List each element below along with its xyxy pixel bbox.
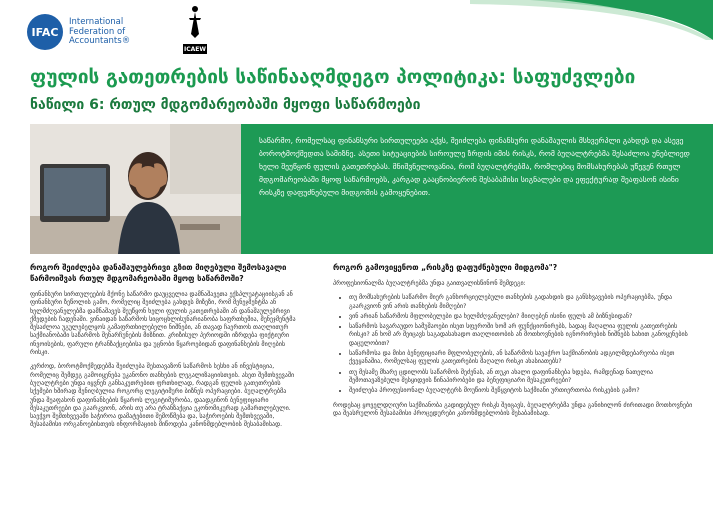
right-bullet-list bbox=[333, 294, 698, 395]
right-intro: პროფესიონალმა ბუღალტრებმა უნდა გაითვალისწინონ შემდეგი: bbox=[333, 280, 526, 287]
left-paragraph-1: ფინანსური სირთულეების მქონე საწარმო დაუცველია დამნაშავეთა ექსპლუატაციისგან ან ფინანსური ზეწოლის გამო, რომელიც შეიძლება გახდეს მიზეზი, რომ მენეჯმენტმა ან ხელმძღვანელებმა დამნაშავეს შეუწყონ ხელი ფულის გათეთრებაში ან დანაშაულებრივი ქმედების ჩადენაში. ვინაიდან საწარმოს სიცოცხლისუნარიანობა საფრთხეშია, მენეჯმენტმა შესაძლოა უგულებელყოს გამაფრთხილებელი ნიშნები, ან თავად ჩაერთოს თაღლითურ საქმიანობაში საწარმოს შენარჩუნების მიზნით. კრიზისულ პერიოდში იზრდება ფიქტიური ინვოისების, ფარული ტრანზაქციებისა და უცნობი წყაროებიდან დაფინანსების მიღების რისკი. bbox=[30, 291, 296, 357]
icaew-crest-icon bbox=[186, 4, 204, 40]
page-subtitle: ნაწილი 6: რთულ მდგომარეობაში მყოფი საწარმოები bbox=[30, 97, 421, 113]
page-header bbox=[0, 0, 713, 62]
list-item: • ვინ არიან საწარმოს მფლობელები და ხელმძღვანელები? მიიღებენ ისინი ფულს ამ ბიზნესიდან? bbox=[349, 313, 698, 321]
stressed-person-illustration bbox=[30, 124, 241, 254]
icaew-logo bbox=[183, 4, 207, 56]
ifac-logo bbox=[27, 14, 135, 50]
right-heading: როგორ გამოვიყენოთ „რისკზე დაფუძნებული მიდგომა"? bbox=[333, 263, 558, 272]
list-item: • თუ მომსახურების საწარმო მიერ განხორციელებული თანხების გადახდის და განსხვავების ოპერაციებმა, უნდა გაარკვიონ ვინ არის თანხების მიმღები? bbox=[349, 294, 698, 311]
list-item: • საწარმოს სავარაუდო სამუშაოები ისეთ სფეროში ხომ არ ფუნქციონირებს, სადაც მაღალია ფულის გათეთრების რისკი? ან ხომ არ შეიცავს საგადასახადო თაღლითობის ან მოთხოვნების იგნორირების ნიშნებს სახით განოყენების დაცულობით? bbox=[349, 323, 698, 348]
decorative-swoosh bbox=[470, 0, 713, 40]
left-heading: როგორ შეიძლება დანაშაულებრივი გზით მიღებული შემოსავალი წარმოიშვას რთულ მდგომარეობაში მყოფ საწარმოში? bbox=[30, 263, 287, 283]
list-item: • თუ მესამე მხარე ცდილობს საწარმოს შეძენას, ან თუკი ახალი დაფინანსება ხდება, რამდენად ნათელია შემოთავაზებული შესყიდვის წინაპირობები და ბენეფიციარი მესაკუთრეები? bbox=[349, 369, 698, 386]
hero-intro-text: საწარმო, რომელსაც ფინანსური სირთულეები აქვს, შეიძლება ფინანსური დანაშაულის მსხვერპლი გახდეს და ასევე ბოროტმოქმედთა სამიზნე. ასეთი სიტუაციების სიროულე ზრდის იმის რისკს, რომ ბუღალტრებმა შესაძლოა უნებლიედ ხელი შეუწყონ ფულის გათეთრებას. მნიშვნელოვანია, რომ ბუღალტრებმა, რომლებიც მომსახურებას უწევენ რთულ მდგომარეობაში მყოფ საწარმოებს, კარგად გააცნობიერონ შესაბამისი სიგნალები და ეფექტურად შეაფასონ ისინი რისკზე დაფუძნებული მიდგომის გამოყენებით. bbox=[259, 136, 690, 197]
ifac-logo-text: International Federation of Accountants® bbox=[69, 17, 131, 46]
list-item: • შეიძლება პროფესიონალ ბუღალტერს მოუწიოს შეწყვიტოს საქმიანი ურთიერთობა რისკების გამო? bbox=[349, 387, 698, 395]
hero-banner bbox=[241, 124, 713, 254]
right-column bbox=[333, 262, 698, 424]
hero-photo bbox=[30, 124, 241, 254]
page-title: ფულის გათეთრების საწინააღმდეგო პოლიტიკა: საფუძვლები bbox=[30, 66, 636, 88]
right-outro: როდესაც ყოველდღიური საქმიანობა გადიდებულ რისკს შეიცავს, ბუღალტრებმა უნდა განიხილონ ძირითადი მოთხოვნები და შეასრულონ შესაბამისი პროცედურები კანონმდებლობის შესაბამისად. bbox=[333, 401, 693, 417]
icaew-label: ICAEW bbox=[184, 45, 206, 53]
ifac-logo-mark: IFAC bbox=[27, 14, 63, 50]
left-column bbox=[30, 262, 302, 436]
left-paragraph-2: კერძოდ, ბოროტმოქმედებმა შეიძლება შესთავაზონ საწარმოს სესხი ან ინვესტიცია, რომელიც შემდეგ გამოიყენება უკანონო თანხების ლეგალიზაციისთვის. ასეთ შემთხვევაში ბუღალტრები უნდა იყვნენ განსაკუთრებით ფრთხილად, რადგან ფულის გათეთრების სქემები ხშირად შენიღბულია როგორც ლეგიტიმური ბიზნეს ოპერაციები. ბუღალტრებმა უნდა შეაფასონ დაფინანსების წყაროს ლეგიტიმურობა, დაადგინონ ბენეფიციარი მესაკუთრეები და გაარკვიონ, არის თუ არა ტრანზაქცია ეკონომიკურად გამართლებული. საეჭვო შემთხვევაში საჭიროა დამატებითი შემოწმება და, საჭიროების შემთხვევაში, შესაბამისი ორგანოებისთვის ინფორმაციის მიწოდება კანონმდებლობის შესაბამისად. bbox=[30, 363, 295, 429]
list-item: • საწარმოსა და მისი ბენეფიციარი მფლობელების, ან საწარმოს სავაჭრო საქმიანობის ადგილმდებარეობა ისეთ ქვეყანაშია, რომელსაც ფულის გათეთრების მაღალი რისკი ახასიათებს? bbox=[349, 350, 698, 367]
